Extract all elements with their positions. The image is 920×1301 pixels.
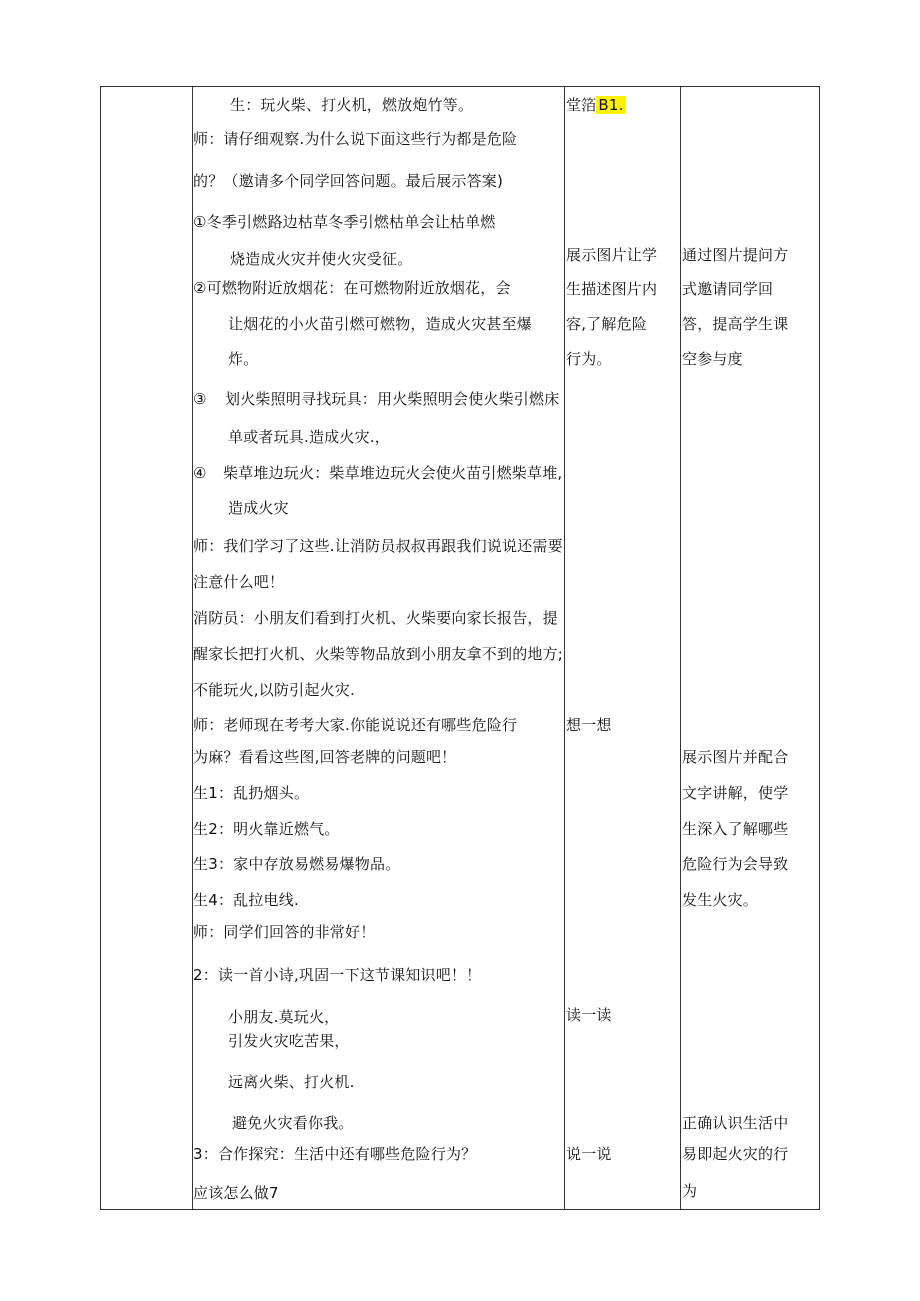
activity-line: 生描述图片内 [566,280,658,298]
content-line: 为麻？看看这些图,回答老牌的问题吧！ [193,748,457,766]
poem-line: 小朋友.莫玩火， [228,1008,340,1026]
intent-line: 正确认识生活中 [682,1114,789,1132]
activity-line: 展示图片让学 [566,246,658,264]
activity-header-prefix: 堂箔 [566,96,597,114]
content-line: 师：同学们回答的非常好！ [193,923,376,941]
content-line: 师：我们学习了这些.让消防员叔叔再跟我们说说还需要 [193,537,563,555]
activity-line: 说一说 [566,1145,612,1163]
content-line: 划火柴照明寻找玩具：用火柴照明会使火柴引燃床 [225,390,560,408]
intent-line: 生深入了解哪些 [682,820,789,838]
content-line: 师：请仔细观察.为什么说下面这些行为都是危险 [193,130,518,148]
intent-line: 通过图片提问方 [682,246,789,264]
poem-line: 引发火灾吃苦果， [228,1032,350,1050]
intent-line: 易即起火灾的行 [682,1145,789,1163]
content-line: 生4：乱拉电线. [193,891,299,909]
content-line: 醒家长把打火机、火柴等物品放到小朋友拿不到的地方; [193,645,564,663]
content-line: 消防员：小朋友们看到打火机、火柴要向家长报告，提 [193,609,558,627]
column-divider-2 [564,86,565,1210]
activity-line: 读一读 [566,1006,612,1024]
content-line: 生3：家中存放易燃易爆物品。 [193,855,401,873]
content-line: ③ [193,390,207,408]
content-line: 单或者玩具.造成火灾.， [228,428,390,446]
content-line: ②可燃物附近放烟花：在可燃物附近放烟花，会 [193,279,511,297]
activity-header [566,96,626,114]
activity-line: 行为。 [566,350,612,368]
intent-line: 危险行为会导致 [682,855,789,873]
content-line: 不能玩火,以防引起火灾. [193,681,355,699]
content-line: 的？（邀请多个同学回答问题。最后展示答案) [193,172,504,190]
content-line: 柴草堆边玩火：柴草堆边玩火会使火苗引燃柴草堆, [223,464,563,482]
intent-line: 式邀请同学回 [682,280,774,298]
highlighted-text: B1. [598,96,624,114]
content-line: 注意什么吧！ [193,573,285,591]
content-line: 炸。 [228,350,259,368]
intent-line: 展示图片并配合 [682,748,789,766]
intent-line: 发生火灾。 [682,891,759,909]
content-line: 2：读一首小诗,巩固一下这节课知识吧！！ [193,966,482,984]
content-line: ④ [193,464,207,482]
content-line: 生2：明火靠近燃气。 [193,820,340,838]
intent-line: 空参与度 [682,350,743,368]
activity-line: 容,了解危险 [566,315,647,333]
column-divider-3 [680,86,681,1210]
content-line: 让烟花的小火苗引燃可燃物，造成火灾甚至爆 [228,315,533,333]
intent-line: 为 [682,1182,698,1200]
content-line: 师：老师现在考考大家.你能说说还有哪些危险行 [193,716,518,734]
content-line: 造成火灾 [228,499,289,517]
content-line: 应该怎么做7 [193,1184,279,1202]
content-line: 生：玩火柴、打火机，燃放炮竹等。 [230,96,474,114]
intent-line: 文字讲解，使学 [682,784,789,802]
intent-line: 答，提高学生课 [682,315,789,333]
poem-line: 避免火灾看你我。 [232,1114,354,1132]
content-line: 3：合作探究：生活中还有哪些危险行为？ [193,1145,477,1163]
content-line: ①冬季引燃路边枯草冬季引燃枯单会让枯单燃 [193,213,496,231]
content-line: 烧造成火灾并使火灾受征。 [230,250,413,268]
poem-line: 远离火柴、打火机. [228,1073,355,1091]
activity-line: 想一想 [566,716,612,734]
content-line: 生1：乱扔烟头。 [193,784,310,802]
